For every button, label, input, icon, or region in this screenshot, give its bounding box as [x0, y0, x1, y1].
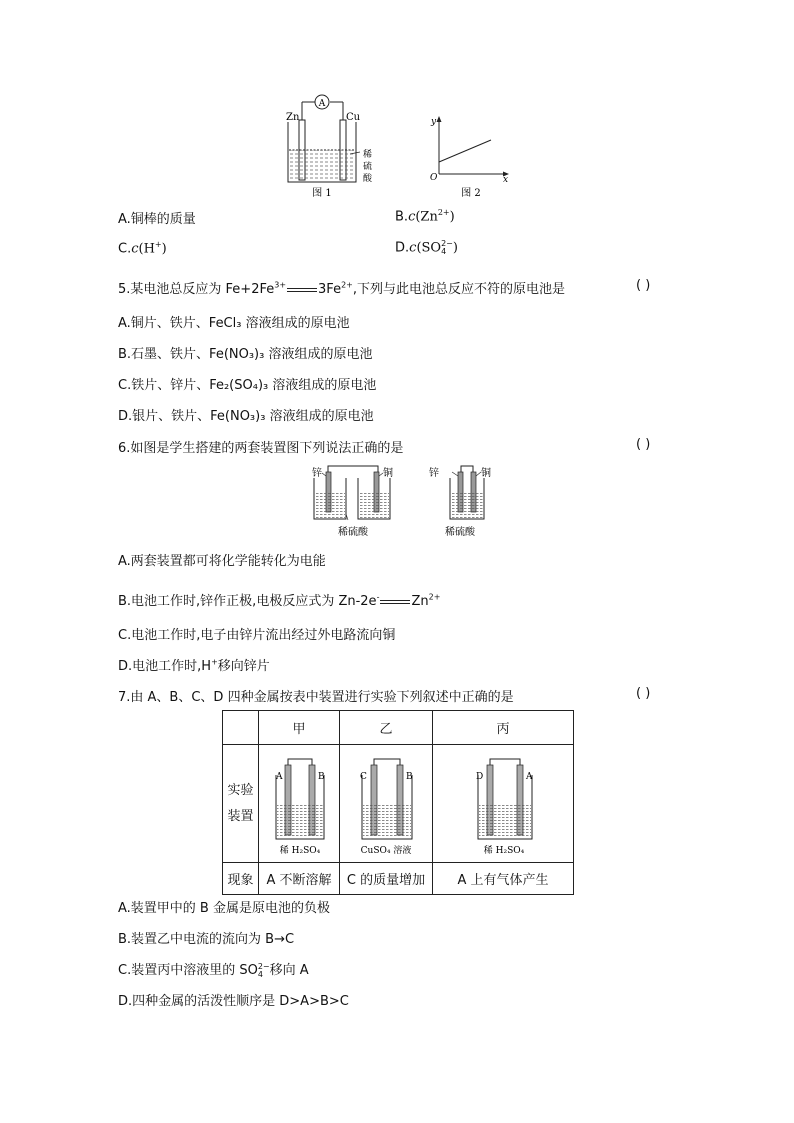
- beaker-bing-diagram: [458, 747, 548, 857]
- setup-yi: [340, 745, 433, 863]
- figure-1-galvanic-cell: [280, 92, 380, 200]
- acid-label-2: 硫: [363, 162, 373, 172]
- q4-option-b: [395, 208, 455, 224]
- copper-label-1: 铜: [383, 468, 393, 479]
- jia-right-label: B: [318, 771, 325, 782]
- q4-b-sup: 2+: [437, 208, 450, 217]
- table-header-bing: 丙: [433, 711, 574, 745]
- q4-c-prefix: C.: [118, 241, 132, 257]
- ammeter-label: A: [318, 99, 326, 109]
- q5-stem-c: ,下列与此电池总反应不符的原电池是: [352, 282, 566, 297]
- q6-b-zn: Zn: [411, 594, 429, 609]
- bing-solution-label: 稀 H₂SO₄: [483, 845, 525, 856]
- q6-b-sup2: 2+: [428, 592, 441, 602]
- q6-figure-two-setups: [300, 462, 500, 542]
- q4-b-body: (Zn: [415, 209, 438, 225]
- cu-label: Cu: [346, 112, 361, 123]
- q4-option-c: [118, 240, 167, 256]
- q6-d-text: D.电池工作时,H: [118, 659, 212, 674]
- q6-b-text: B.电池工作时,锌作正极,电极反应式为 Zn-2e: [118, 594, 377, 609]
- q5-option-b: B.石墨、铁片、Fe(NO₃)₃ 溶液组成的原电池: [118, 347, 373, 362]
- setup-jia: [259, 745, 340, 863]
- q4-d-sup: 2−: [441, 239, 453, 248]
- row-label-line2: 装置: [227, 808, 254, 824]
- yi-right-label: B: [406, 771, 413, 782]
- figure-2-graph: [425, 112, 515, 200]
- q4-c-c: c: [131, 241, 139, 257]
- q7-option-a: A.装置甲中的 B 金属是原电池的负极: [118, 901, 330, 916]
- q4-c-body: (H: [138, 241, 155, 257]
- q7-option-c: [118, 959, 309, 979]
- jia-left-label: A: [276, 771, 283, 782]
- jia-solution-label: 稀 H₂SO₄: [279, 845, 321, 856]
- q5-stem-sup2: 2+: [341, 280, 353, 290]
- q7-option-d: D.四种金属的活泼性顺序是 D>A>B>C: [118, 994, 349, 1009]
- q4-c-end: ): [161, 241, 167, 257]
- zinc-label-2: 锌: [429, 468, 439, 479]
- q6-stem: 6.如图是学生搭建的两套装置图下列说法正确的是: [118, 441, 404, 456]
- q4-b-prefix: B.: [395, 209, 409, 225]
- x-axis-label: x: [503, 175, 509, 185]
- q5-option-a: A.铜片、铁片、FeCl₃ 溶液组成的原电池: [118, 316, 350, 331]
- beaker-yi-diagram: [346, 747, 426, 857]
- table-corner: [223, 711, 259, 745]
- setup-bing: [433, 745, 574, 863]
- y-axis-label: y: [431, 117, 437, 127]
- acid-label-setup1: 稀硫酸: [338, 527, 368, 538]
- q5-option-c: C.铁片、锌片、Fe₂(SO₄)₃ 溶液组成的原电池: [118, 378, 377, 393]
- q4-d-sub: 4: [441, 247, 447, 256]
- row-label-line1: 实验: [227, 782, 254, 798]
- table-row-label-phenomenon: 现象: [223, 863, 259, 895]
- zinc-label-1: 锌: [312, 468, 322, 479]
- q6-option-a: A.两套装置都可将化学能转化为电能: [118, 554, 326, 569]
- q4-d-c: c: [409, 240, 417, 256]
- q5-stem: [118, 278, 565, 297]
- q7-c-sup: 2−: [257, 961, 270, 971]
- q4-d-end: ): [452, 240, 458, 256]
- q6-option-c: C.电池工作时,电子由锌片流出经过外电路流向铜: [118, 628, 396, 643]
- q5-stem-sup1: 3+: [274, 280, 287, 290]
- equals-sign-icon: [380, 597, 410, 607]
- beaker-jia-diagram: [264, 747, 334, 857]
- bing-left-label: D: [476, 771, 484, 782]
- q6-d-text-2: 移向锌片: [217, 659, 270, 674]
- q4-b-end: ): [449, 209, 455, 225]
- q6-option-d: [118, 655, 270, 674]
- q4-option-a: A.铜棒的质量: [118, 212, 196, 227]
- phenomenon-yi: C 的质量增加: [340, 863, 433, 895]
- phenomenon-bing: A 上有气体产生: [433, 863, 574, 895]
- q5-option-d: D.银片、铁片、Fe(NO₃)₃ 溶液组成的原电池: [118, 409, 374, 424]
- table-header-jia: 甲: [259, 711, 340, 745]
- q7-c-sub: 4: [257, 969, 263, 979]
- q6-option-b: [118, 590, 440, 609]
- acid-label-1: 稀: [363, 150, 373, 160]
- q5-stem-a: 5.某电池总反应为 Fe+2Fe: [118, 282, 275, 297]
- q7-stem: 7.由 A、B、C、D 四种金属按表中装置进行实验下列叙述中正确的是: [118, 690, 514, 705]
- origin-label: O: [430, 173, 438, 183]
- q6-b-sup1: -: [376, 592, 380, 602]
- zn-label: Zn: [286, 112, 300, 123]
- figure-1-caption: 图 1: [312, 188, 332, 199]
- q4-option-d: [395, 240, 458, 256]
- q6-answer-blank: ( ): [636, 437, 651, 452]
- yi-solution-label: CuSO₄ 溶液: [360, 845, 412, 856]
- phenomenon-jia: A 不断溶解: [259, 863, 340, 895]
- acid-label-setup2: 稀硫酸: [445, 527, 475, 538]
- q4-b-c: c: [408, 209, 416, 225]
- bing-right-label: A: [526, 771, 533, 782]
- figure-2-caption: 图 2: [461, 188, 481, 199]
- q5-answer-blank: ( ): [636, 278, 651, 293]
- q7-c-text: C.装置丙中溶液里的 SO: [118, 963, 258, 978]
- q4-d-body: (SO: [416, 240, 442, 256]
- q7-c-text-2: 移向 A: [269, 963, 309, 978]
- q4-d-prefix: D.: [395, 240, 410, 256]
- table-row-label-setup: [223, 745, 259, 863]
- q4-c-sup: +: [154, 240, 162, 249]
- q7-answer-blank: ( ): [636, 686, 651, 701]
- acid-label-3: 酸: [363, 174, 373, 184]
- copper-label-2: 铜: [481, 468, 491, 479]
- q6-d-sup: +: [211, 657, 218, 667]
- yi-left-label: C: [360, 771, 367, 782]
- experiment-table: [222, 710, 574, 895]
- equals-sign-icon: [287, 285, 317, 295]
- q5-stem-b: 3Fe: [318, 282, 342, 297]
- q7-option-b: B.装置乙中电流的流向为 B→C: [118, 932, 295, 947]
- table-header-yi: 乙: [340, 711, 433, 745]
